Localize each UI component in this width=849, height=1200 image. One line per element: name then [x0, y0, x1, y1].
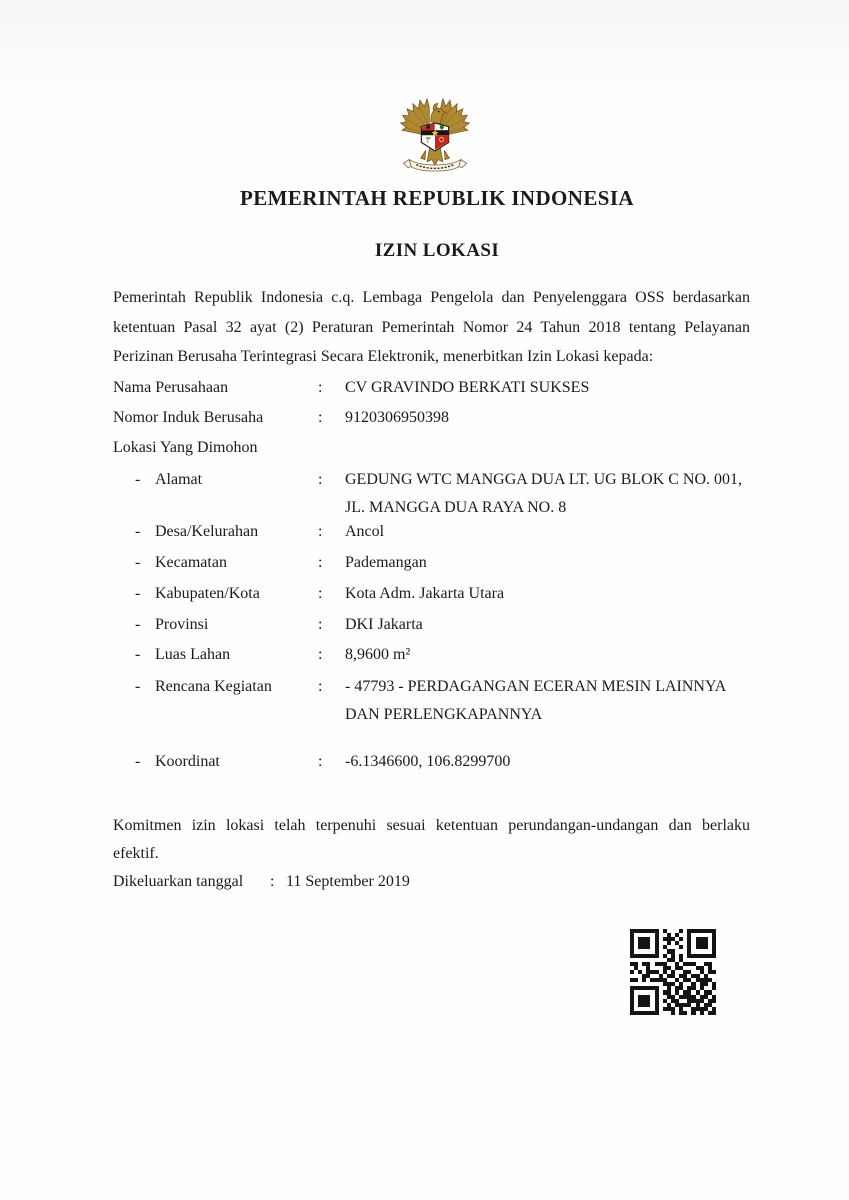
bullet-dash: -: [135, 585, 141, 602]
field-label: Kecamatan: [155, 554, 227, 571]
banteng-symbol: [426, 125, 430, 129]
cotton-symbol: [426, 137, 428, 139]
field-label: Lokasi Yang Dimohon: [113, 439, 258, 456]
field-label: Alamat: [155, 471, 203, 488]
intro-line: Pemerintah Republik Indonesia c.q. Lembaga Pengelola dan Penyelenggara OSS berdasarkan: [113, 289, 750, 306]
commitment-line: Komitmen izin lokasi telah terpenuhi sesuai ketentuan perundangan-undangan dan berlaku: [113, 817, 750, 834]
field-label: Rencana Kegiatan: [155, 678, 272, 695]
bullet-dash: -: [135, 753, 141, 770]
field-separator: :: [318, 678, 323, 695]
page-title: PEMERINTAH REPUBLIK INDONESIA: [240, 186, 634, 210]
left-leg: [421, 150, 426, 159]
document-title: IZIN LOKASI: [374, 240, 500, 261]
bullet-dash: -: [135, 471, 141, 488]
field-label: Kabupaten/Kota: [155, 585, 260, 602]
bullet-dash: -: [135, 616, 141, 633]
bullet-dash: -: [135, 523, 141, 540]
banyan-tree-symbol: [440, 125, 444, 129]
intro-line: Perizinan Berusaha Terintegrasi Secara Elektronik, menerbitkan Izin Lokasi kepada:: [113, 348, 654, 365]
field-label: Desa/Kelurahan: [155, 523, 259, 540]
scan-edge-shading: [0, 0, 849, 88]
field-separator: :: [318, 554, 323, 571]
field-value: CV GRAVINDO BERKATI SUKSES: [345, 379, 590, 396]
field-separator: :: [318, 753, 323, 770]
intro-paragraph: [113, 283, 750, 372]
field-value: Ancol: [345, 523, 385, 540]
field-separator: :: [318, 646, 323, 663]
field-label: Nomor Induk Berusaha: [113, 409, 264, 426]
field-separator: :: [318, 409, 323, 426]
qr-code: [630, 929, 716, 1015]
field-separator: :: [318, 471, 323, 488]
garuda-pancasila-emblem: [392, 90, 478, 174]
field-label: Koordinat: [155, 753, 220, 770]
bullet-dash: -: [135, 554, 141, 571]
issued-date-label: Dikeluarkan tanggal: [113, 873, 244, 890]
field-separator: :: [318, 585, 323, 602]
field-separator: :: [318, 523, 323, 540]
bullet-dash: -: [135, 678, 141, 695]
eye: [438, 111, 440, 113]
field-value: - 47793 - PERDAGANGAN ECERAN MESIN LAINNYA DAN PERLENGKAPANNYA: [345, 678, 726, 723]
field-value: DKI Jakarta: [345, 616, 423, 633]
commitment-paragraph: [113, 812, 750, 868]
field-value: Pademangan: [345, 554, 427, 571]
pancasila-shield: [421, 123, 448, 151]
field-value: 9120306950398: [345, 409, 449, 426]
commitment-line: efektif.: [113, 845, 159, 862]
field-value: 8,9600 m²: [345, 646, 411, 663]
issued-date-separator: :: [270, 873, 275, 890]
intro-line: ketentuan Pasal 32 ayat (2) Peraturan Pemerintah Nomor 24 Tahun 2018 tentang Pelayanan: [113, 318, 750, 336]
field-value: Kota Adm. Jakarta Utara: [345, 585, 505, 602]
field-separator: :: [318, 616, 323, 633]
right-leg: [444, 150, 449, 159]
field-label: Luas Lahan: [155, 646, 231, 663]
field-value: GEDUNG WTC MANGGA DUA LT. UG BLOK C NO. 001, JL. MANGGA DUA RAYA NO. 8: [345, 471, 743, 516]
field-separator: :: [318, 379, 323, 396]
bullet-dash: -: [135, 646, 141, 663]
issued-date-value: 11 September 2019: [286, 873, 410, 890]
field-value: -6.1346600, 106.8299700: [345, 753, 511, 770]
field-label: Provinsi: [155, 616, 209, 633]
field-label: Nama Perusahaan: [113, 379, 229, 396]
rice-symbol: [428, 137, 430, 139]
